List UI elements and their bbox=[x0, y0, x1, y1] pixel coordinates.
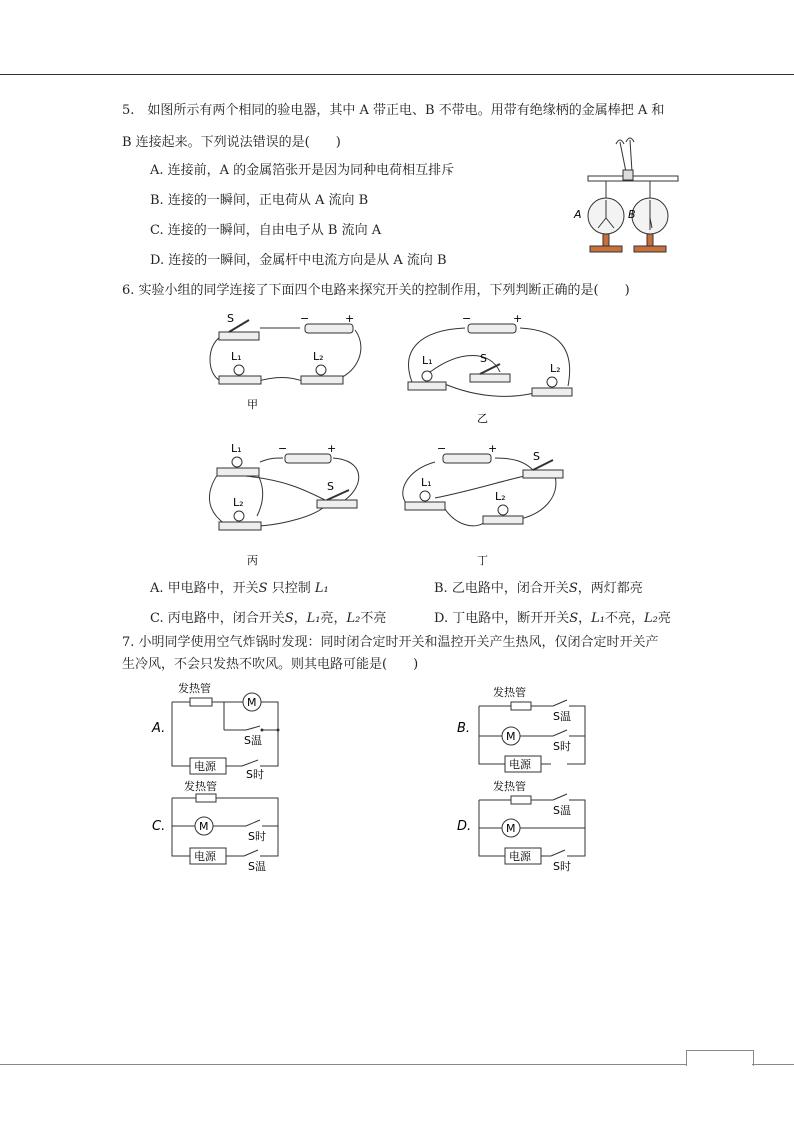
q7-d-s-shi: S时 bbox=[553, 860, 571, 873]
q6-b-var: S bbox=[568, 581, 578, 596]
q6-c-mid2: 亮， bbox=[320, 611, 347, 626]
q7-a-label: A. bbox=[152, 721, 166, 736]
q7-b-s-shi: S时 bbox=[553, 740, 571, 753]
q5-stem-line1: 5. 如图所示有两个相同的验电器，其中 A 带正电、B 不带电。用带有绝缘柄的金属棒把 A 和 bbox=[122, 103, 665, 118]
q6-b-pre: B. 乙电路中，闭合开关 bbox=[434, 581, 569, 596]
yi-label-s: S bbox=[480, 352, 487, 365]
q7-a-power: 电源 bbox=[194, 760, 216, 773]
q6-c-mid: ， bbox=[293, 611, 307, 626]
q6-option-c bbox=[150, 610, 386, 628]
electroscope-figure bbox=[568, 130, 686, 265]
ding-label-l2: L₂ bbox=[495, 490, 506, 503]
circuit-bing bbox=[205, 440, 370, 568]
footer-rule bbox=[0, 1064, 686, 1065]
yi-label-l2: L₂ bbox=[550, 362, 561, 375]
q7-c-label: C. bbox=[152, 819, 166, 834]
q6-d-mid: ， bbox=[578, 611, 592, 626]
q5-option-c: C. 连接的一瞬间，自由电子从 B 流向 A bbox=[150, 223, 382, 238]
header-rule bbox=[0, 74, 794, 75]
q6-stem: 6. 实验小组的同学连接了下面四个电路来探究开关的控制作用，下列判断正确的是( ) bbox=[122, 283, 630, 298]
q7-b-motor: M bbox=[506, 730, 516, 743]
q6-c-pre: C. 丙电路中，闭合开关 bbox=[150, 611, 285, 626]
q6-b-post: ，两灯都亮 bbox=[577, 581, 643, 596]
q7-a-s-shi: S时 bbox=[246, 768, 264, 780]
q6-a-pre: A. 甲电路中，开关 bbox=[150, 581, 259, 596]
q7-a-s-wen: S温 bbox=[244, 734, 262, 747]
circuit-jia bbox=[205, 310, 370, 410]
q7-stem-line2: 生冷风，不会只发热不吹风。则其电路可能是( ) bbox=[122, 657, 419, 672]
yi-label-l1: L₁ bbox=[422, 354, 433, 367]
q6-c-l2: L₂ bbox=[346, 611, 361, 626]
q6-a-var: S bbox=[258, 581, 268, 596]
caption-bing: 丙 bbox=[247, 554, 258, 567]
bing-label-l1: L₁ bbox=[231, 442, 242, 455]
q6-d-l1: L₁ bbox=[591, 611, 606, 626]
q6-c-var: S bbox=[284, 611, 294, 626]
circuit-ding bbox=[395, 440, 570, 568]
q7-stem-line1: 7. 小明同学使用空气炸锅时发现：同时闭合定时开关和温控开关产生热风，仅闭合定时开关产 bbox=[122, 635, 659, 650]
footer-rule-right bbox=[752, 1064, 794, 1065]
q7-circuit-c bbox=[150, 778, 290, 873]
caption-yi: 乙 bbox=[477, 412, 488, 425]
q5-stem-line2: B 连接起来。下列说法错误的是( ) bbox=[122, 135, 341, 150]
q7-a-heater-label: 发热管 bbox=[178, 682, 211, 695]
bing-label-s: S bbox=[327, 480, 334, 493]
jia-label-l1: L₁ bbox=[231, 350, 242, 363]
jia-label-l2: L₂ bbox=[313, 350, 324, 363]
q6-a-lamp: L₁ bbox=[314, 581, 329, 596]
electroscope-label-a: A bbox=[574, 208, 582, 221]
yi-plus: + bbox=[513, 312, 523, 325]
q7-d-motor: M bbox=[506, 822, 516, 835]
q7-d-heater-label: 发热管 bbox=[493, 780, 526, 793]
q7-b-heater-label: 发热管 bbox=[493, 686, 526, 699]
bing-minus: − bbox=[278, 442, 288, 455]
q6-d-post: 亮 bbox=[657, 611, 671, 626]
bing-plus: + bbox=[327, 442, 337, 455]
q7-d-power: 电源 bbox=[509, 850, 531, 863]
page-number-box bbox=[686, 1050, 754, 1066]
q7-circuit-d bbox=[455, 778, 595, 873]
q6-c-l1: L₁ bbox=[306, 611, 321, 626]
q7-d-s-wen: S温 bbox=[553, 804, 571, 817]
jia-label-s: S bbox=[227, 312, 234, 325]
ding-label-l1: L₁ bbox=[421, 476, 432, 489]
circuit-yi bbox=[400, 310, 585, 425]
q6-option-b bbox=[434, 580, 643, 598]
caption-jia: 甲 bbox=[247, 398, 258, 410]
electroscope-label-b: B bbox=[628, 208, 636, 221]
q7-c-heater-label: 发热管 bbox=[184, 780, 217, 793]
jia-plus: + bbox=[345, 312, 355, 325]
q5-option-b: B. 连接的一瞬间，正电荷从 A 流向 B bbox=[150, 193, 369, 208]
q7-c-s-shi: S时 bbox=[248, 830, 266, 843]
q6-d-mid2: 不亮， bbox=[605, 611, 645, 626]
jia-minus: − bbox=[300, 312, 310, 325]
bing-label-l2: L₂ bbox=[233, 496, 244, 509]
q7-b-power: 电源 bbox=[509, 758, 531, 771]
q7-b-s-wen: S温 bbox=[553, 710, 571, 723]
caption-ding: 丁 bbox=[477, 554, 488, 567]
q7-c-power: 电源 bbox=[194, 850, 216, 863]
q6-option-a bbox=[150, 580, 329, 598]
q6-a-post: 只控制 bbox=[267, 581, 315, 596]
ding-minus: − bbox=[437, 442, 447, 455]
q7-d-label: D. bbox=[457, 819, 472, 834]
q7-c-motor: M bbox=[199, 820, 209, 833]
q6-c-post: 不亮 bbox=[360, 611, 387, 626]
q5-option-d: D. 连接的一瞬间，金属杆中电流方向是从 A 流向 B bbox=[150, 253, 447, 268]
q5-option-a: A. 连接前，A 的金属箔张开是因为同种电荷相互排斥 bbox=[150, 163, 455, 178]
q7-circuit-a bbox=[150, 680, 290, 780]
q7-a-motor: M bbox=[247, 696, 257, 709]
q6-option-d bbox=[434, 610, 671, 628]
q6-d-l2: L₂ bbox=[644, 611, 658, 626]
ding-label-s: S bbox=[533, 450, 540, 463]
q7-circuit-b bbox=[455, 684, 595, 779]
yi-minus: − bbox=[462, 312, 472, 325]
q7-b-label: B. bbox=[457, 721, 471, 736]
q6-d-var: S bbox=[569, 611, 579, 626]
q6-d-pre: D. 丁电路中，断开开关 bbox=[434, 611, 570, 626]
q7-c-s-wen: S温 bbox=[248, 860, 266, 873]
ding-plus: + bbox=[488, 442, 498, 455]
